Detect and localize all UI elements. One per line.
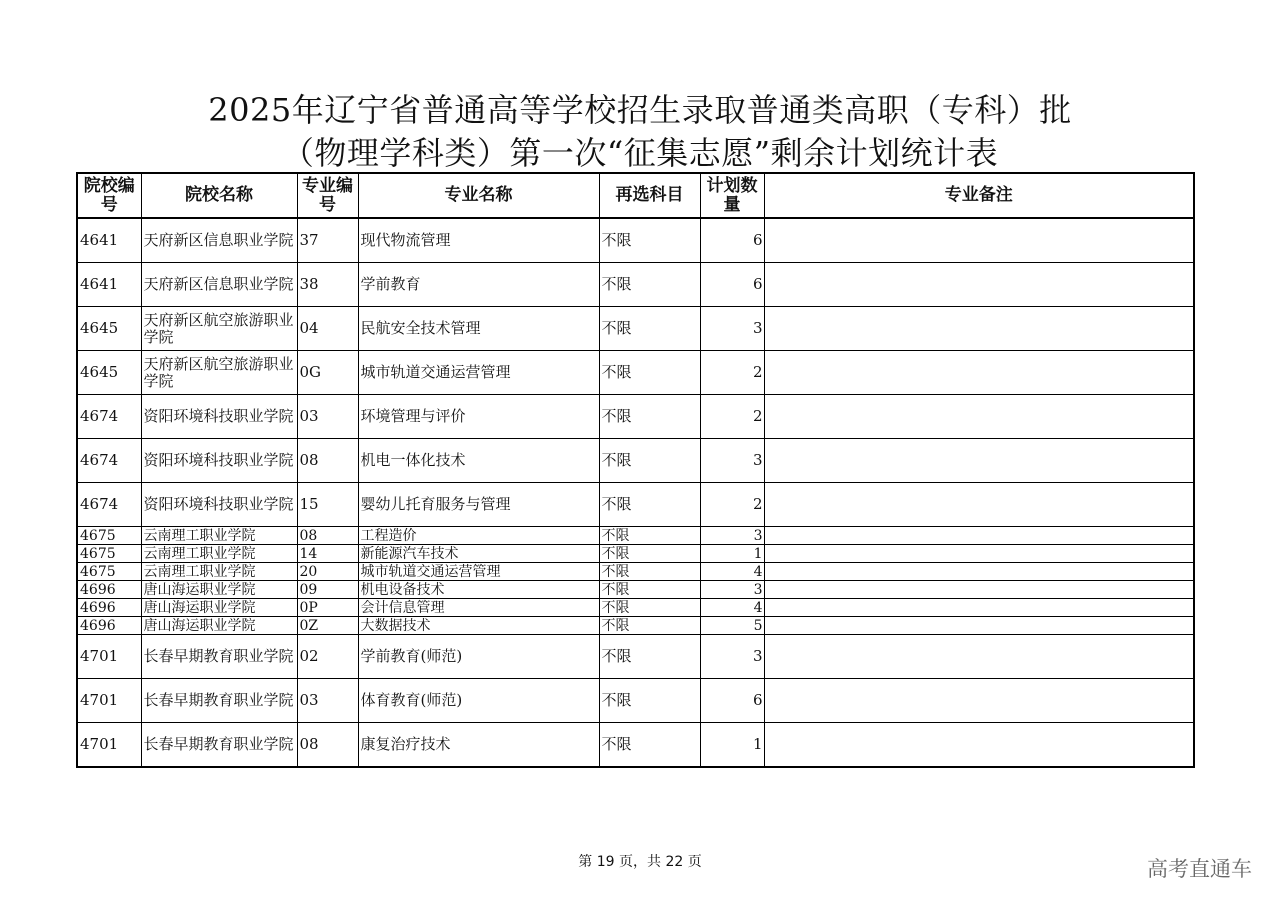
cell-school-name: 云南理工职业学院 [141, 563, 297, 581]
cell-school-code: 4645 [77, 351, 141, 395]
header-major-name: 专业名称 [358, 173, 599, 218]
cell-school-name: 天府新区航空旅游职业学院 [141, 307, 297, 351]
cell-remark [764, 395, 1194, 439]
cell-plan: 6 [700, 679, 764, 723]
cell-major-code: 02 [297, 635, 358, 679]
cell-remark [764, 439, 1194, 483]
cell-subject: 不限 [599, 545, 700, 563]
cell-major-code: 08 [297, 723, 358, 768]
cell-subject: 不限 [599, 218, 700, 263]
header-school-name: 院校名称 [141, 173, 297, 218]
cell-subject: 不限 [599, 351, 700, 395]
cell-remark [764, 545, 1194, 563]
header-plan: 计划数量 [700, 173, 764, 218]
cell-major-name: 机电一体化技术 [358, 439, 599, 483]
cell-major-name: 城市轨道交通运营管理 [358, 351, 599, 395]
cell-major-code: 37 [297, 218, 358, 263]
cell-school-name: 长春早期教育职业学院 [141, 635, 297, 679]
cell-subject: 不限 [599, 307, 700, 351]
table-row [77, 527, 1194, 545]
cell-remark [764, 679, 1194, 723]
cell-remark [764, 351, 1194, 395]
cell-plan: 2 [700, 395, 764, 439]
cell-major-name: 学前教育(师范) [358, 635, 599, 679]
cell-school-name: 长春早期教育职业学院 [141, 679, 297, 723]
cell-major-code: 15 [297, 483, 358, 527]
cell-plan: 5 [700, 617, 764, 635]
cell-school-code: 4701 [77, 723, 141, 768]
remaining-plan-table [76, 172, 1195, 768]
cell-remark [764, 617, 1194, 635]
cell-subject: 不限 [599, 617, 700, 635]
cell-school-name: 云南理工职业学院 [141, 545, 297, 563]
cell-remark [764, 581, 1194, 599]
table-row [77, 395, 1194, 439]
table-row [77, 307, 1194, 351]
cell-school-name: 天府新区航空旅游职业学院 [141, 351, 297, 395]
cell-major-code: 38 [297, 263, 358, 307]
header-subject: 再选科目 [599, 173, 700, 218]
cell-school-code: 4641 [77, 218, 141, 263]
cell-subject: 不限 [599, 563, 700, 581]
cell-school-code: 4701 [77, 679, 141, 723]
cell-remark [764, 307, 1194, 351]
table-row [77, 635, 1194, 679]
table-row [77, 439, 1194, 483]
cell-plan: 3 [700, 635, 764, 679]
document-title-line1: 2025年辽宁省普通高等学校招生录取普通类高职（专科）批 [208, 91, 1072, 129]
table-row [77, 723, 1194, 768]
cell-major-code: 0G [297, 351, 358, 395]
cell-major-name: 环境管理与评价 [358, 395, 599, 439]
cell-school-name: 唐山海运职业学院 [141, 617, 297, 635]
cell-major-code: 08 [297, 439, 358, 483]
cell-school-code: 4696 [77, 581, 141, 599]
table-row [77, 218, 1194, 263]
cell-major-name: 工程造价 [358, 527, 599, 545]
cell-remark [764, 635, 1194, 679]
cell-plan: 2 [700, 483, 764, 527]
cell-remark [764, 263, 1194, 307]
cell-school-name: 长春早期教育职业学院 [141, 723, 297, 768]
table-row [77, 581, 1194, 599]
cell-major-code: 08 [297, 527, 358, 545]
cell-subject: 不限 [599, 581, 700, 599]
cell-major-name: 大数据技术 [358, 617, 599, 635]
cell-plan: 3 [700, 307, 764, 351]
cell-major-name: 婴幼儿托育服务与管理 [358, 483, 599, 527]
cell-subject: 不限 [599, 723, 700, 768]
cell-subject: 不限 [599, 679, 700, 723]
cell-school-code: 4674 [77, 439, 141, 483]
cell-major-name: 新能源汽车技术 [358, 545, 599, 563]
cell-school-code: 4696 [77, 599, 141, 617]
cell-school-code: 4641 [77, 263, 141, 307]
cell-major-code: 0P [297, 599, 358, 617]
cell-major-name: 城市轨道交通运营管理 [358, 563, 599, 581]
header-major-code: 专业编号 [297, 173, 358, 218]
cell-major-code: 03 [297, 395, 358, 439]
header-remark: 专业备注 [764, 173, 1194, 218]
cell-remark [764, 483, 1194, 527]
cell-subject: 不限 [599, 527, 700, 545]
cell-plan: 3 [700, 527, 764, 545]
cell-major-name: 学前教育 [358, 263, 599, 307]
cell-school-code: 4675 [77, 545, 141, 563]
cell-major-name: 机电设备技术 [358, 581, 599, 599]
cell-school-code: 4674 [77, 395, 141, 439]
cell-subject: 不限 [599, 483, 700, 527]
cell-school-code: 4645 [77, 307, 141, 351]
cell-plan: 6 [700, 263, 764, 307]
cell-school-name: 天府新区信息职业学院 [141, 263, 297, 307]
cell-school-name: 资阳环境科技职业学院 [141, 395, 297, 439]
cell-major-code: 09 [297, 581, 358, 599]
cell-plan: 1 [700, 545, 764, 563]
cell-subject: 不限 [599, 635, 700, 679]
table-row [77, 563, 1194, 581]
header-school-code: 院校编号 [77, 173, 141, 218]
cell-major-name: 会计信息管理 [358, 599, 599, 617]
table-row [77, 351, 1194, 395]
cell-major-code: 14 [297, 545, 358, 563]
table-row [77, 617, 1194, 635]
cell-school-code: 4675 [77, 527, 141, 545]
cell-subject: 不限 [599, 599, 700, 617]
cell-plan: 3 [700, 439, 764, 483]
cell-plan: 3 [700, 581, 764, 599]
cell-major-name: 康复治疗技术 [358, 723, 599, 768]
table-row [77, 545, 1194, 563]
table-row [77, 483, 1194, 527]
cell-major-code: 20 [297, 563, 358, 581]
cell-plan: 6 [700, 218, 764, 263]
table-row [77, 263, 1194, 307]
cell-remark [764, 599, 1194, 617]
cell-school-code: 4674 [77, 483, 141, 527]
cell-subject: 不限 [599, 263, 700, 307]
cell-major-name: 体育教育(师范) [358, 679, 599, 723]
cell-major-name: 民航安全技术管理 [358, 307, 599, 351]
cell-subject: 不限 [599, 395, 700, 439]
document-title-line2: （物理学科类）第一次“征集志愿”剩余计划统计表 [281, 134, 999, 172]
cell-school-name: 资阳环境科技职业学院 [141, 439, 297, 483]
cell-major-name: 现代物流管理 [358, 218, 599, 263]
cell-major-code: 03 [297, 679, 358, 723]
table-row [77, 679, 1194, 723]
cell-major-code: 04 [297, 307, 358, 351]
page-footer: 第 19 页，共 22 页 [578, 854, 702, 870]
watermark-text: 高考直通车 [1147, 857, 1252, 881]
cell-school-code: 4675 [77, 563, 141, 581]
table-row [77, 599, 1194, 617]
cell-remark [764, 218, 1194, 263]
cell-school-name: 唐山海运职业学院 [141, 581, 297, 599]
cell-school-code: 4701 [77, 635, 141, 679]
cell-school-name: 资阳环境科技职业学院 [141, 483, 297, 527]
cell-remark [764, 723, 1194, 768]
cell-major-code: 0Z [297, 617, 358, 635]
cell-plan: 1 [700, 723, 764, 768]
cell-remark [764, 563, 1194, 581]
cell-plan: 4 [700, 563, 764, 581]
cell-school-name: 天府新区信息职业学院 [141, 218, 297, 263]
cell-plan: 4 [700, 599, 764, 617]
cell-school-name: 唐山海运职业学院 [141, 599, 297, 617]
cell-subject: 不限 [599, 439, 700, 483]
cell-plan: 2 [700, 351, 764, 395]
cell-school-code: 4696 [77, 617, 141, 635]
cell-remark [764, 527, 1194, 545]
table-header-row [77, 173, 1194, 218]
cell-school-name: 云南理工职业学院 [141, 527, 297, 545]
